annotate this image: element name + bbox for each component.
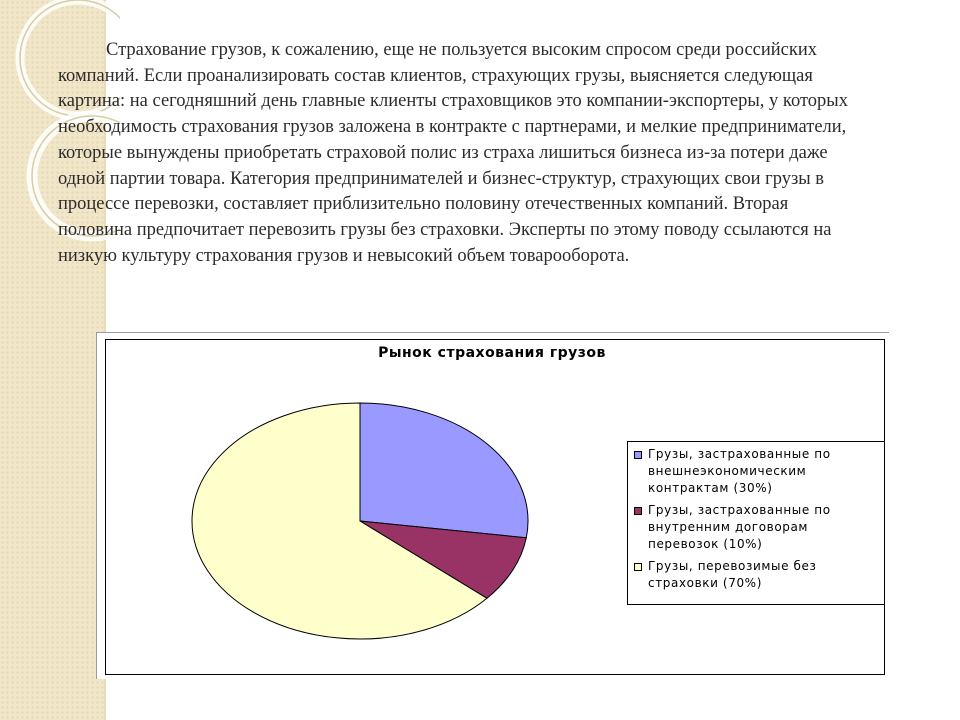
legend-item-export-contracts	[634, 446, 882, 497]
chart-frame	[96, 332, 889, 679]
legend-label-uninsured: Грузы, перевозимые без страховки (70%)	[648, 559, 817, 590]
body-paragraph: Страхование грузов, к сожалению, еще не пользуется высоким спросом среди российских компаний. Если проанализировать состав клиентов, страхующих грузы, выясняется следующая картина: на сегодняшний день главные клиенты страховщиков это компании-экспортеры, у которых необходимость страхования грузов заложена в контракте с партнерами, и мелкие предприниматели, которые вынуждены приобретать страховой полис из страха лишиться бизнеса из-за потери даже одной партии товара. Категория предпринимателей и бизнес-структур, страхующих свои грузы в процессе перевозки, составляет приблизительно половину отечественных компаний. Вторая половина предпочитает перевозить грузы без страховки. Эксперты по этому поводу ссылаются на низкую культуру страхования грузов и невысокий объем товарооборота.	[58, 40, 848, 266]
legend-item-uninsured	[634, 558, 882, 592]
legend-swatch-uninsured	[634, 563, 642, 571]
legend-label-domestic-contracts: Грузы, застрахованные по внутренним договорам перевозок (10%)	[648, 503, 831, 551]
chart-title: Рынок страхования грузов	[378, 345, 606, 361]
legend-swatch-domestic-contracts	[634, 507, 642, 515]
legend-swatch-export-contracts	[634, 451, 642, 459]
pie-chart	[187, 397, 537, 647]
pie-slice-export-contracts	[360, 403, 528, 538]
legend-label-export-contracts: Грузы, застрахованные по внешнеэкономическим контрактам (30%)	[648, 447, 831, 495]
chart-legend	[627, 441, 885, 605]
legend-item-domestic-contracts	[634, 502, 882, 553]
